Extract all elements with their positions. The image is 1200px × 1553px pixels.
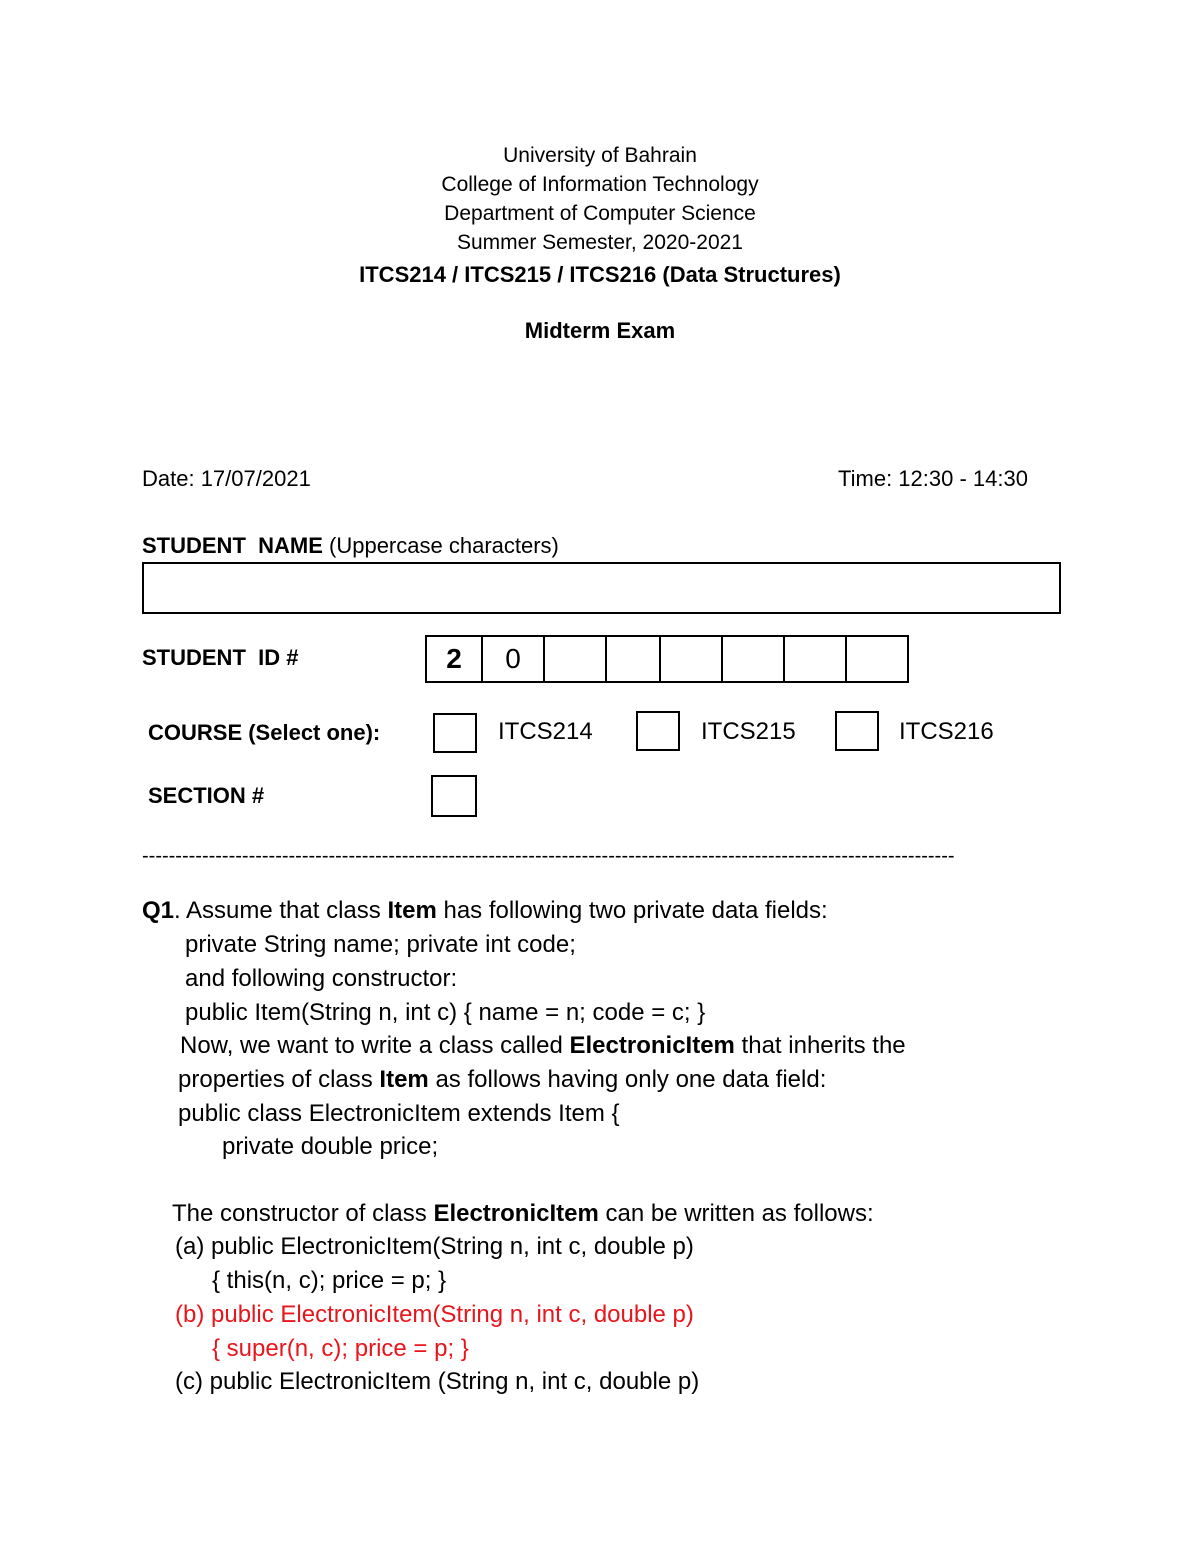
q1-line-inherit-a: Now, we want to write a class called <box>180 1032 570 1059</box>
q1-intro <box>142 897 828 925</box>
exam-title: Midterm Exam <box>524 318 676 343</box>
student-id-digit[interactable] <box>783 637 845 681</box>
section-divider: -------------------------------------------------------------------------------------------------------------------------- <box>142 845 955 867</box>
section-label: SECTION # <box>148 783 265 808</box>
q1-class-name: Item <box>387 897 437 924</box>
student-id-digit[interactable]: 0 <box>481 637 543 681</box>
student-id-digit[interactable]: 2 <box>446 643 462 674</box>
q1-option-b-signature: (b) public ElectronicItem(String n, int c, double p) <box>175 1301 694 1328</box>
course-title: ITCS214 / ITCS215 / ITCS216 (Data Structures) <box>359 262 841 287</box>
student-id-label: STUDENT ID # <box>142 645 299 670</box>
q1-line-prompt-class: ElectronicItem <box>433 1200 599 1227</box>
course-label: COURSE (Select one): <box>148 720 381 745</box>
semester: Summer Semester, 2020-2021 <box>457 231 743 254</box>
student-id-digit[interactable] <box>659 637 721 681</box>
student-name-hint: (Uppercase characters) <box>329 533 559 558</box>
q1-option-c-signature: (c) public ElectronicItem (String n, int c, double p) <box>175 1368 700 1395</box>
course-itcs214-checkbox[interactable] <box>433 713 477 753</box>
student-id-digit[interactable] <box>543 637 605 681</box>
q1-number: Q1 <box>142 897 175 924</box>
q1-line-properties-c: as follows having only one data field: <box>428 1066 827 1093</box>
q1-line-inherit-c: that inherits the <box>734 1032 906 1059</box>
q1-line-field: private double price; <box>222 1133 439 1160</box>
q1-line-properties-class: Item <box>379 1066 429 1093</box>
q1-line-constructor: public Item(String n, int c) { name = n; code = c; } <box>185 999 706 1026</box>
q1-intro-text-end: has following two private data fields: <box>436 897 828 924</box>
exam-date: Date: 17/07/2021 <box>142 466 311 491</box>
q1-line-prompt-c: can be written as follows: <box>598 1200 874 1227</box>
student-id-digit[interactable] <box>605 637 659 681</box>
course-itcs215-checkbox[interactable] <box>636 711 680 751</box>
college-name: College of Information Technology <box>441 173 759 196</box>
section-input[interactable] <box>431 775 477 817</box>
course-itcs215-label: ITCS215 <box>701 718 796 745</box>
q1-option-a-body: { this(n, c); price = p; } <box>212 1267 447 1294</box>
course-itcs214-label: ITCS214 <box>498 718 593 745</box>
course-itcs216-label: ITCS216 <box>899 718 994 745</box>
student-name-label: STUDENT NAME <box>142 533 323 558</box>
q1-line-fields: private String name; private int code; <box>185 931 576 958</box>
q1-option-b-body: { super(n, c); price = p; } <box>212 1335 469 1362</box>
q1-line-properties-a: properties of class <box>178 1066 380 1093</box>
exam-time: Time: 12:30 - 14:30 <box>838 466 1028 491</box>
student-id-digit[interactable] <box>845 637 907 681</box>
department-name: Department of Computer Science <box>444 202 756 225</box>
student-id-boxes[interactable] <box>425 635 909 683</box>
q1-line-prompt <box>172 1200 874 1228</box>
q1-line-constructor-intro: and following constructor: <box>185 965 458 992</box>
student-id-digit[interactable] <box>721 637 783 681</box>
q1-line-class-decl: public class ElectronicItem extends Item { <box>178 1100 620 1127</box>
q1-line-inherit <box>180 1032 906 1060</box>
q1-line-prompt-a: The constructor of class <box>172 1200 434 1227</box>
course-itcs216-checkbox[interactable] <box>835 711 879 751</box>
q1-intro-text: . Assume that class <box>174 897 388 924</box>
university-name: University of Bahrain <box>503 144 697 167</box>
q1-option-a-signature: (a) public ElectronicItem(String n, int c, double p) <box>175 1233 694 1260</box>
q1-line-inherit-class: ElectronicItem <box>569 1032 735 1059</box>
student-name-label-row <box>142 533 559 559</box>
q1-line-properties <box>178 1066 826 1094</box>
student-name-input[interactable] <box>142 562 1061 614</box>
